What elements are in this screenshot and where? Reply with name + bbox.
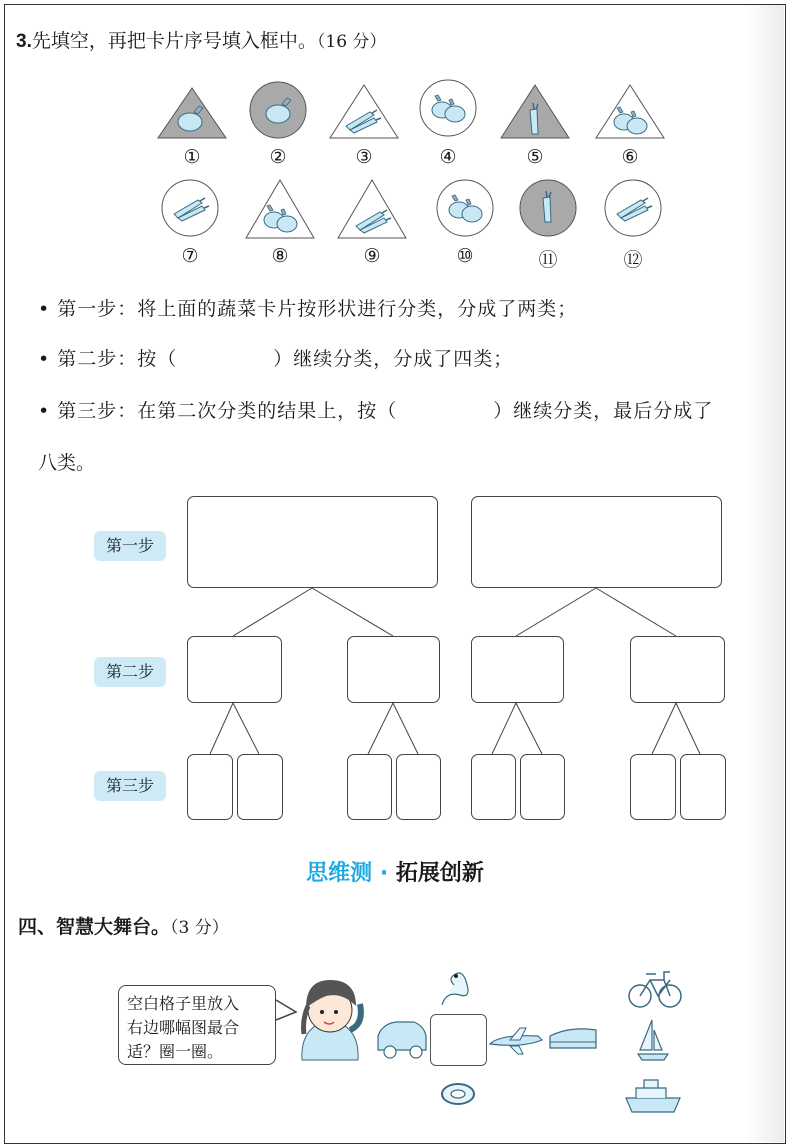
banner-dot: · — [372, 861, 396, 886]
card-6 — [596, 85, 664, 138]
bubble-line: 右边哪幅图最合 — [127, 1018, 240, 1037]
speech-bubble — [118, 985, 276, 1065]
answer-box-level-3[interactable] — [520, 754, 565, 820]
option-bicycle[interactable] — [622, 964, 684, 1008]
banner-part-2: 拓展创新 — [395, 861, 484, 886]
step-2-tag: 第二步 — [94, 657, 166, 687]
banner-part-1: 思维测 — [306, 861, 373, 886]
step-3-text — [38, 396, 713, 423]
answer-box-level-3[interactable] — [347, 754, 392, 820]
train-icon — [550, 1029, 596, 1048]
step-1-text: • 第一步：将上面的蔬菜卡片按形状进行分类，分成了两类； — [38, 298, 578, 320]
card-label: ⑥ — [621, 146, 639, 168]
section-4-title — [18, 912, 229, 939]
answer-box-level-2[interactable] — [630, 636, 725, 703]
airplane-icon — [490, 1028, 542, 1054]
bubble-tail — [276, 1000, 296, 1020]
answer-box-level-3[interactable] — [187, 754, 233, 820]
card-label: ⑦ — [181, 245, 199, 267]
card-12 — [605, 180, 661, 236]
girl-icon — [302, 980, 361, 1060]
card-3 — [330, 85, 398, 138]
puzzle-empty-cell[interactable] — [430, 1014, 487, 1066]
section-4-score: （3 分） — [170, 918, 229, 938]
card-label: ⑩ — [456, 245, 474, 267]
bubble-line: 空白格子里放入 — [127, 994, 240, 1013]
question-text: 先填空，再把卡片序号填入框中。 — [31, 30, 317, 52]
answer-box-level-1[interactable] — [471, 496, 722, 588]
card-7 — [162, 180, 218, 236]
step-2-suffix: ）继续分类，分成了四类； — [273, 348, 514, 370]
card-2 — [250, 82, 306, 138]
card-label: ⑪ — [538, 249, 558, 271]
card-label: ④ — [439, 146, 457, 168]
tree-lines — [210, 588, 700, 754]
card-8 — [246, 180, 314, 238]
question-score: （16 分） — [316, 32, 387, 52]
answer-box-level-3[interactable] — [471, 754, 516, 820]
section-banner — [0, 856, 790, 887]
card-label: ③ — [355, 146, 373, 168]
card-9 — [338, 180, 406, 238]
answer-box-level-1[interactable] — [187, 496, 438, 588]
card-4 — [420, 80, 476, 136]
step-3-prefix: • 第三步：在第二次分类的结果上，按（ — [38, 400, 398, 422]
card-5 — [501, 85, 569, 138]
step-3-suffix: ）继续分类，最后分成了 — [493, 400, 714, 422]
option-sailboat[interactable] — [626, 1016, 676, 1064]
answer-box-level-2[interactable] — [347, 636, 440, 703]
answer-box-level-3[interactable] — [396, 754, 441, 820]
step-1-tag: 第一步 — [94, 531, 166, 561]
answer-box-level-3[interactable] — [680, 754, 726, 820]
car-icon — [378, 1022, 426, 1058]
option-ship[interactable] — [622, 1070, 684, 1118]
card-label: ① — [183, 146, 201, 168]
answer-box-level-2[interactable] — [187, 636, 282, 703]
swan-icon — [442, 973, 468, 1005]
step-2-prefix: • 第二步：按（ — [38, 348, 178, 370]
section-4-heading: 四、智慧大舞台。 — [18, 916, 171, 938]
bubble-line: 适？圈一圈。 — [127, 1042, 224, 1061]
answer-box-level-2[interactable] — [471, 636, 564, 703]
card-label: ⑤ — [526, 146, 544, 168]
card-label: ⑫ — [623, 249, 643, 271]
answer-box-level-3[interactable] — [630, 754, 676, 820]
answer-box-level-3[interactable] — [237, 754, 283, 820]
step-3-continuation: 八类。 — [38, 452, 96, 474]
step-3-tag: 第三步 — [94, 771, 166, 801]
card-label: ② — [269, 146, 287, 168]
card-11 — [520, 180, 576, 236]
step-2-text — [38, 344, 513, 371]
card-label: ⑧ — [271, 245, 289, 267]
question-number: 3. — [16, 31, 32, 52]
card-label: ⑨ — [363, 245, 381, 267]
card-1 — [158, 88, 226, 138]
swim-ring-icon — [442, 1084, 474, 1104]
card-10 — [437, 180, 493, 236]
